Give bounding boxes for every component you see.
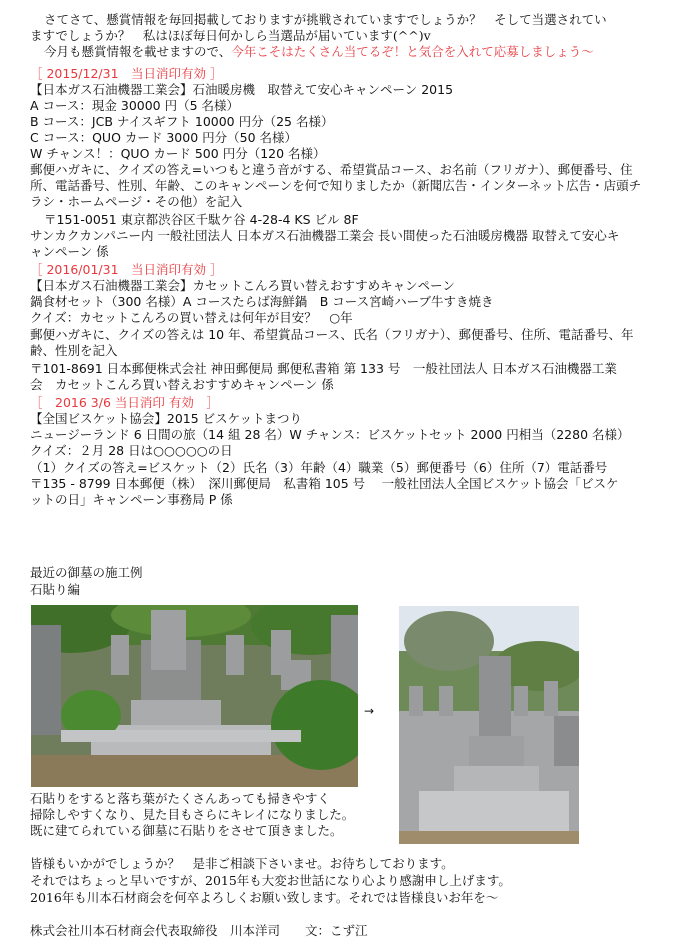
intro-line-3 xyxy=(30,44,674,61)
campaign1-address-2: サンカクカンパニー内 一般社団法人 日本ガス石油機器工業会 長い間使った石油暖房機器 取替えて安心キ xyxy=(30,228,620,243)
campaign2-how-2: 齢、性別を記入 xyxy=(30,343,118,358)
gallery-heading: 最近の御墓の施工例 xyxy=(30,565,143,580)
campaign1-how-1: 郵便ハガキに、クイズの答え=いつもと違う音がする、希望賞品コース、お名前（フリガナ）、郵便番号、住 xyxy=(30,162,633,177)
campaign3-address-2: ットの日」キャンペーン事務局 P 係 xyxy=(30,492,233,507)
campaign2-title: 【日本ガス石油機器工業会】カセットこんろ買い替えおすすめキャンペーン xyxy=(30,278,455,293)
campaign2-prize: 鍋食材セット（300 名様）A コースたらば海鮮鍋 B コース宮崎ハーブ牛すき焼き xyxy=(30,294,494,309)
campaign1-w-chance: W チャンス！：QUO カード 500 円分（120 名様） xyxy=(30,146,326,161)
gallery-caption-2: 掃除しやすくなり、見た目もさらにキレイになりました。 xyxy=(30,807,355,822)
campaign3-prize: ニュージーランド 6 日間の旅（14 組 28 名）W チャンス：ビスケットセット 2000 円相当（2280 名様） xyxy=(30,427,630,442)
campaign3-address-1: 〒135 - 8799 日本郵便（株） 深川郵便局 私書箱 105 号 一般社団法人全国ビスケット協会「ビスケ xyxy=(30,476,619,491)
campaign3-items: （1）クイズの答え=ビスケット（2）氏名（3）年齢（4）職業（5）郵便番号（6）住所（7）電話番号 xyxy=(30,460,608,475)
campaign1-course-a: A コース：現金 30000 円（5 名様） xyxy=(30,98,240,113)
gallery-caption-3: 既に建てられている御墓に石貼りをさせて頂きました。 xyxy=(30,823,343,838)
closing-line-3: 2016年も川本石材商会を何卒よろしくお願い致します。それでは皆様良いお年を〜 xyxy=(30,890,499,905)
intro-line-3-text: 今月も懸賞情報を載せますので、 xyxy=(44,44,232,59)
campaign1-course-c: C コース：QUO カード 3000 円分（50 名様） xyxy=(30,130,298,145)
campaign2-quiz: クイズ：カセットこんろの買い替えは何年が目安？ ○年 xyxy=(30,310,353,325)
gallery-caption-1: 石貼りをすると落ち葉がたくさんあっても掃きやすく xyxy=(30,791,330,806)
intro-highlight: 今年こそはたくさん当てるぞ！と気合を入れて応募しましょう〜 xyxy=(231,44,594,59)
campaign3-title: 【全国ビスケット協会】2015 ビスケットまつり xyxy=(30,411,303,426)
closing-line-1: 皆様もいかがでしょうか？ 是非ご相談下さいませ。お待ちしております。 xyxy=(30,856,454,871)
campaign3-quiz: クイズ：２月 28 日は○○○○○の日 xyxy=(30,443,233,458)
signature: 株式会社川本石材商会代表取締役 川本洋司 文：こず江 xyxy=(30,923,368,938)
campaign1-address-1: 〒151-0051 東京都渋谷区千駄ケ谷 4-28-4 KS ビル 8F xyxy=(44,212,359,227)
campaign2-address-2: 会 カセットこんろ買い替えおすすめキャンペーン 係 xyxy=(30,377,334,392)
before-after-arrow: → xyxy=(364,704,375,718)
campaign1-course-b: B コース：JCB ナイスギフト 10000 円分（25 名様） xyxy=(30,114,334,129)
campaign2-deadline: ［ 2016/01/31 当日消印有効 ］ xyxy=(30,262,223,277)
campaign1-title: 【日本ガス石油機器工業会】石油暖房機 取替えて安心キャンペーン 2015 xyxy=(30,82,454,97)
intro-line-2: ますでしょうか？ 私はほぼ毎日何かしら当選品が届いています(^^)v xyxy=(30,28,431,43)
gallery-subheading: 石貼り編 xyxy=(30,582,81,597)
intro-line-1: さてさて、懸賞情報を毎回掲載しておりますが挑戦されていますでしょうか？ そして当選されてい xyxy=(44,12,607,27)
closing-line-2: それではちょっと早いですが、2015年も大変お世話になり心より感謝申し上げます。 xyxy=(30,873,511,888)
campaign1-deadline: ［ 2015/12/31 当日消印有効 ］ xyxy=(30,66,223,81)
campaign1-how-3: ラシ・ホームページ・その他）を記入 xyxy=(30,194,243,209)
grave-before-illustration xyxy=(31,605,358,787)
grave-photo-before xyxy=(31,605,358,787)
campaign2-address-1: 〒101-8691 日本郵便株式会社 神田郵便局 郵便私書箱 第 133 号 一般社団法人 日本ガス石油機器工業 xyxy=(30,361,617,376)
campaign3-deadline: ［ 2016 3/6 当日消印 有効 ］ xyxy=(30,395,219,410)
campaign1-how-2: 所、電話番号、性別、年齢、このキャンペーンを何で知りましたか（新聞広告・インターネット広告・店頭チ xyxy=(30,178,642,193)
campaign2-how-1: 郵便ハガキに、クイズの答えは 10 年、希望賞品コース、氏名（フリガナ）、郵便番号、住所、電話番号、年 xyxy=(30,327,634,342)
campaign1-address-3: ャンペーン 係 xyxy=(30,244,109,259)
